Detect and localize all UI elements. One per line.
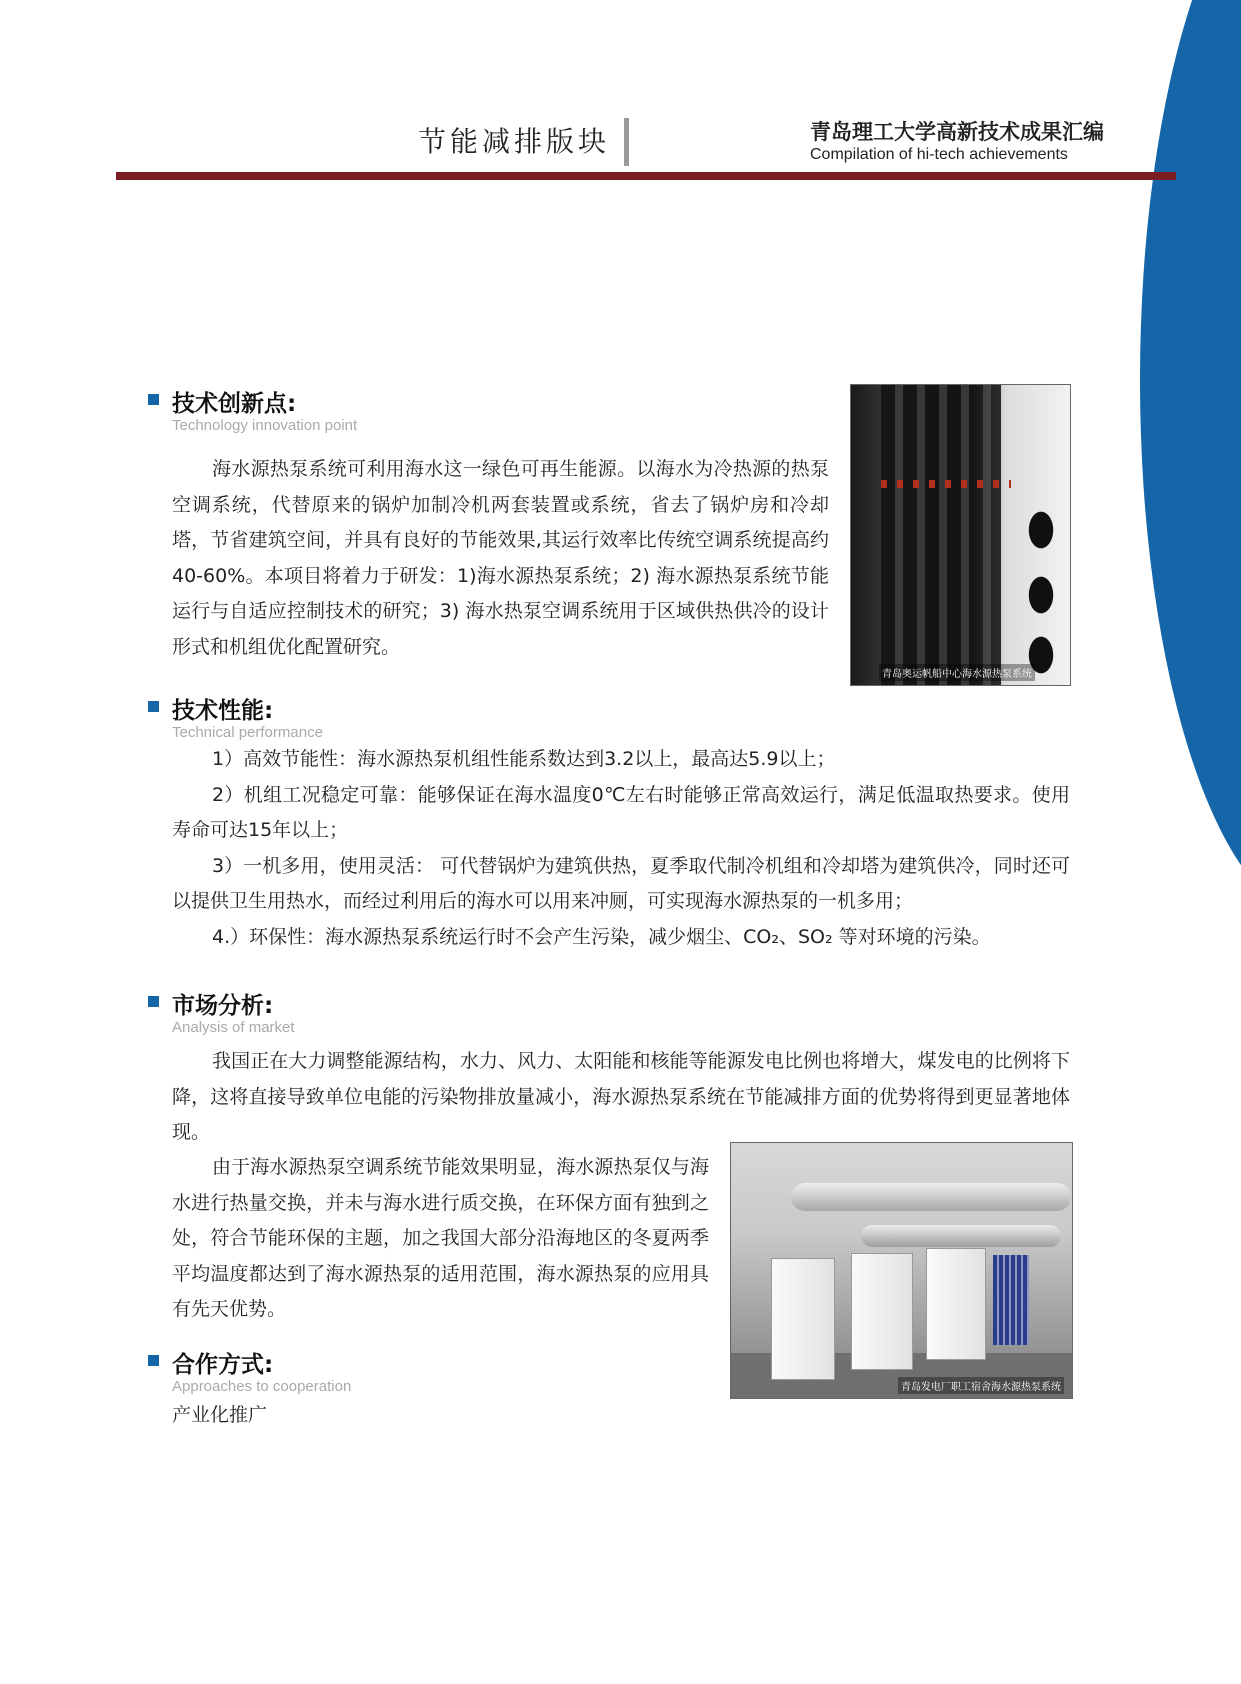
seawater-heat-pump-photo — [850, 384, 1071, 686]
square-bullet-icon — [148, 1355, 159, 1366]
section-subtitle: Approaches to cooperation — [172, 1378, 352, 1395]
section-title: 合作方式: — [172, 1352, 274, 1378]
list-item: 2）机组工况稳定可靠：能够保证在海水温度0℃左右时能够正常高效运行，满足低温取热要求。使用寿命可达15年以上； — [172, 783, 1070, 841]
publication-title-cn: 青岛理工大学高新技术成果汇编 — [810, 120, 1104, 144]
cooperation-text: 产业化推广 — [172, 1404, 268, 1426]
section-title: 技术创新点: — [172, 391, 297, 417]
section-title: 市场分析: — [172, 993, 274, 1019]
decorative-blue-arc — [1140, 0, 1241, 920]
list-item: 3）一机多用，使用灵活： 可代替锅炉为建筑供热，夏季取代制冷机组和冷却塔为建筑供冷，同时还可以提供卫生用热水，而经过利用后的海水可以用来冲厕，可实现海水源热泵的一机多用； — [172, 854, 1070, 912]
page-title: 节能减排版块 — [418, 125, 611, 158]
section-subtitle: Analysis of market — [172, 1019, 295, 1036]
square-bullet-icon — [148, 394, 159, 405]
square-bullet-icon — [148, 996, 159, 1007]
photo-caption: 青岛奥运帆船中心海水源热泵系统 — [879, 664, 1035, 681]
innovation-paragraph: 海水源热泵系统可利用海水这一绿色可再生能源。以海水为冷热源的热泵空调系统，代替原来的锅炉加制冷机两套装置或系统，省去了锅炉房和冷却塔，节省建筑空间，并具有良好的节能效果,其运行效率比传统空调系统提高约40-60%。本项目将着力于研发：1)海水源热泵系统；2) 海水源热泵系统节能运行与自适应控制技术的研究；3) 海水热泵空调系统用于区域供热供冷的设计形式和机组优化配置研究。 — [172, 458, 829, 658]
performance-list — [172, 742, 1070, 955]
list-item: 1）高效节能性：海水源热泵机组性能系数达到3.2以上，最高达5.9以上； — [212, 748, 836, 770]
market-paragraph-1: 我国正在大力调整能源结构，水力、风力、太阳能和核能等能源发电比例也将增大，煤发电的比例将下降，这将直接导致单位电能的污染物排放量减小，海水源热泵系统在节能减排方面的优势将得到更显著地体现。 — [172, 1050, 1070, 1143]
photo-caption: 青岛发电厂职工宿舍海水源热泵系统 — [898, 1377, 1064, 1394]
header-divider — [624, 118, 629, 166]
section-subtitle: Technology innovation point — [172, 417, 358, 434]
market-paragraph-2: 由于海水源热泵空调系统节能效果明显，海水源热泵仅与海水进行热量交换，并未与海水进行质交换，在环保方面有独到之处，符合节能环保的主题，加之我国大部分沿海地区的冬夏两季平均温度都达到了海水源热泵的适用范围，海水源热泵的应用具有先天优势。 — [172, 1156, 709, 1320]
square-bullet-icon — [148, 701, 159, 712]
header-rule — [116, 172, 1176, 180]
section-title: 技术性能: — [172, 698, 274, 724]
section-subtitle: Technical performance — [172, 724, 323, 741]
list-item: 4.）环保性：海水源热泵系统运行时不会产生污染，减少烟尘、CO₂、SO₂ 等对环境的污染。 — [212, 925, 991, 948]
power-plant-heat-pump-photo — [730, 1142, 1073, 1399]
publication-title-en: Compilation of hi-tech achievements — [810, 146, 1068, 163]
